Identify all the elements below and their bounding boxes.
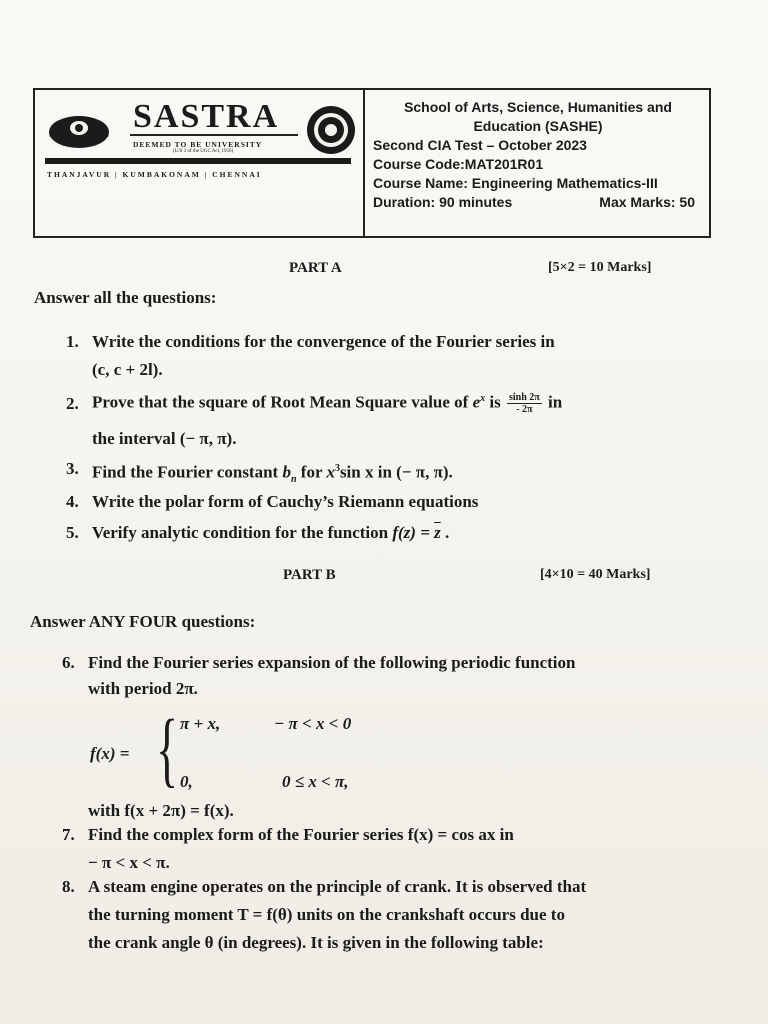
question-text: Find the Fourier series expansion of the following periodic function (88, 653, 576, 672)
periodicity-line (88, 800, 488, 824)
rms-fraction: $\frac{\sinh 2\pi}{- 2\pi}$ (508, 392, 540, 416)
part-a-marks: [5×2 = 10 Marks] (548, 260, 652, 275)
question-number: 1. (66, 332, 79, 351)
case-2-condition: 0 ≤ x < π, (282, 772, 349, 791)
school-line-1: School of Arts, Science, Humanities and (404, 99, 672, 115)
part-a-title: PART A (289, 260, 342, 276)
max-marks: Max Marks: 50 (599, 194, 695, 210)
question-7 (62, 824, 712, 876)
part-a-instruction: Answer all the questions: (34, 288, 217, 307)
question-number: 7. (62, 825, 75, 844)
question-text: Write the polar form of Cauchy’s Riemann equations (92, 492, 479, 511)
question-text: (c, c + 2l). (92, 360, 163, 379)
question-text: Find the complex form of the Fourier series f(x) = cos ax in (88, 825, 514, 844)
logo-underline (130, 134, 298, 136)
question-3 (66, 458, 706, 488)
school-line-2: Education (SASHE) (473, 118, 603, 134)
part-b-marks: [4×10 = 40 Marks] (540, 567, 651, 582)
question-number: 6. (62, 653, 75, 672)
header-divider (363, 90, 365, 236)
question-text: Verify analytic condition for the function $f(z) = \overline{z}$ . (92, 523, 450, 542)
logo-bar (45, 158, 351, 164)
question-5 (66, 522, 706, 546)
question-text: the interval (− π, π). (92, 429, 237, 448)
question-text: Write the conditions for the convergence of the Fourier series in (92, 332, 555, 351)
sastra-emblem-icon (47, 106, 111, 150)
brace: { (156, 703, 179, 796)
periodicity-text: with f(x + 2π) = f(x). (88, 801, 234, 820)
course-info (373, 98, 703, 212)
case-1-expression: π + x, (180, 714, 221, 733)
question-number: 5. (66, 523, 79, 542)
question-number: 8. (62, 877, 75, 896)
question-text: with period 2π. (88, 679, 198, 698)
question-text: Find the Fourier constant $b_n$ for $x^3\sin$ x in (− π, π). (92, 462, 453, 486)
case-2-expression: 0, (180, 772, 193, 791)
question-text: A steam engine operates on the principle of crank. It is observed that (88, 877, 587, 896)
question-text: Prove that the square of Root Mean Square value of $e^x$ is $\frac{\sinh 2\pi}{- 2\pi}$ in (92, 392, 563, 416)
function-label: f(x) = (90, 744, 130, 763)
question-2 (66, 388, 706, 452)
piecewise-function (90, 703, 510, 806)
question-1 (66, 331, 706, 381)
question-number: 2. (66, 394, 79, 413)
question-4 (66, 491, 706, 515)
part-b-title: PART B (283, 567, 336, 583)
course-name: Course Name: Engineering Mathematics-III (373, 175, 658, 191)
case-1-condition: − π < x < 0 (274, 714, 352, 733)
duration-row (373, 193, 703, 212)
question-text: the crank angle θ (in degrees). It is given in the following table: (88, 933, 544, 952)
logo-name: SASTRA (133, 98, 280, 135)
logo-deemed-text: DEEMED TO BE UNIVERSITY (133, 140, 263, 149)
header-box (33, 88, 711, 238)
question-number: 4. (66, 492, 79, 511)
duration: Duration: 90 minutes (373, 194, 513, 210)
question-8 (62, 876, 712, 960)
part-b-instruction: Answer ANY FOUR questions: (30, 612, 256, 631)
seal-icon (305, 104, 357, 156)
question-text: the turning moment T = f(θ) units on the crankshaft occurs due to (88, 905, 565, 924)
logo-ugc-text: (U/S 3 of the UGC Act, 1956) (173, 149, 234, 154)
question-text: − π < x < π. (88, 853, 170, 872)
question-number: 3. (66, 459, 79, 478)
course-code: Course Code:MAT201R01 (373, 156, 544, 172)
logo-cities: THANJAVUR | KUMBAKONAM | CHENNAI (47, 170, 262, 179)
test-name: Second CIA Test – October 2023 (373, 137, 587, 153)
question-6 (62, 652, 712, 704)
